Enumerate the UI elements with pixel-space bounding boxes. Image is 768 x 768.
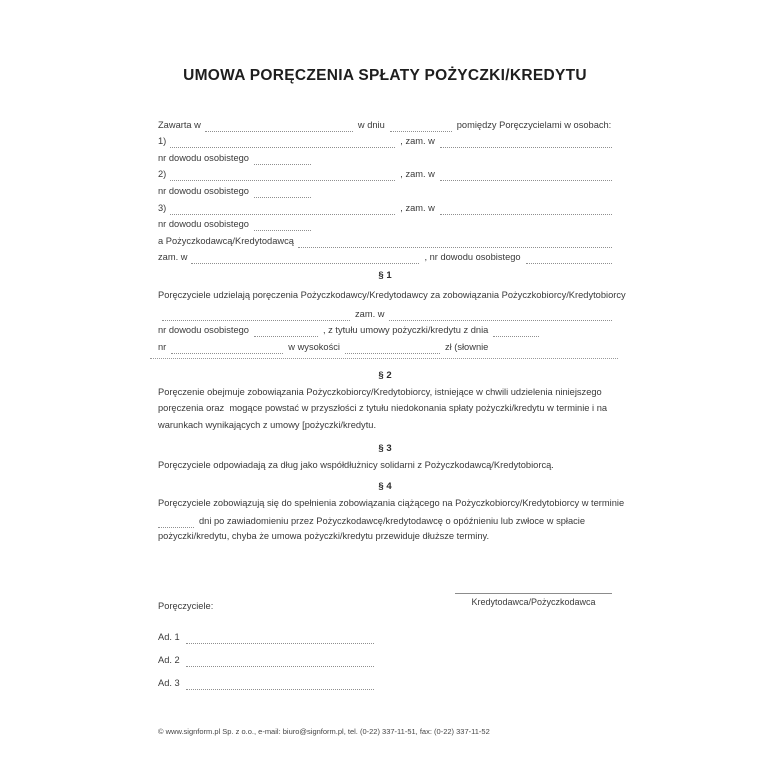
borrower-id-blank	[254, 324, 318, 337]
guarantor-signature-row	[158, 622, 612, 645]
section-1-amount-line	[158, 337, 612, 354]
party-2-id-blank	[254, 185, 311, 198]
party-3-id-blank	[254, 218, 311, 231]
party-1-id-blank	[254, 152, 311, 165]
party-2-id-label: nr dowodu osobistego	[158, 185, 249, 196]
borrower-name-blank	[162, 308, 350, 321]
party-1-id-label: nr dowodu osobistego	[158, 152, 249, 163]
date-label: w dniu	[357, 119, 385, 130]
party-2-zam-label: , zam. w	[400, 169, 435, 180]
section-2-text-line: Poręczenie obejmuje zobowiązania Pożyczkobiorcy/Kredytobiorcy, istniejące w chwili udzielenia niniejszego	[158, 386, 602, 397]
party-2-number: 2)	[158, 169, 167, 180]
ad-1-signature-blank	[186, 631, 374, 644]
party-2-name-blank	[170, 168, 395, 181]
lender-id-label: , nr dowodu osobistego	[424, 252, 521, 263]
party-2-line	[158, 165, 612, 182]
loan-number-label: nr	[158, 341, 167, 352]
party-1-zam-label: , zam. w	[400, 136, 435, 147]
guarantor-signature-list	[158, 622, 612, 690]
section-4-days-line	[158, 512, 612, 529]
document-content	[158, 0, 626, 690]
section-2-text-line: warunkach wynikających z umowy [pożyczki/kredytu.	[158, 419, 377, 430]
party-3-zam-label: , zam. w	[400, 202, 435, 213]
section-2-heading: § 2	[378, 369, 392, 381]
party-3-name-blank	[170, 202, 395, 215]
section-4-text-line: dni po zawiadomieniu przez Pożyczkodawcę/kredytodawcę o opóźnieniu lub zwłoce w spłacie	[199, 516, 586, 527]
party-3-number: 3)	[158, 202, 167, 213]
amount-blank	[345, 341, 440, 354]
party-1-number: 1)	[158, 136, 167, 147]
section-1-text-line: Poręczyciele udzielają poręczenia Pożyczkodawcy/Kredytodawcy za zobowiązania Pożyczkobiorcy/Kredytobiorcy	[158, 290, 626, 301]
guarantors-label: Poręczyciele:	[158, 600, 214, 611]
loan-number-blank	[171, 341, 283, 354]
party-2-id-line	[158, 181, 612, 198]
section-1-heading: § 1	[378, 270, 392, 282]
amount-words-blank	[150, 358, 618, 359]
section-2-text-line: poręczenia oraz mogące powstać w przyszłości z tytułu niedokonania spłaty pożyczki/kredytu w terminie i na	[158, 403, 608, 414]
lender-address-blank	[191, 251, 419, 264]
publisher-footer: © www.signform.pl Sp. z o.o., e-mail: biuro@signform.pl, tel. (0-22) 337-11-51, fax: (0-22) 337-11-52	[158, 727, 490, 736]
lender-name-blank	[298, 235, 612, 248]
ad-3-label: Ad. 3	[158, 677, 180, 688]
section-1-body	[158, 287, 626, 358]
party-3-address-blank	[440, 202, 612, 215]
place-blank	[205, 119, 353, 132]
lender-label: a Pożyczkodawcą/Kredytodawcą	[158, 235, 294, 246]
signature-row	[158, 593, 612, 611]
lender-id-blank	[526, 251, 612, 264]
lender-signature-block	[455, 593, 612, 607]
borrower-address-blank	[389, 308, 612, 321]
lender-address-line	[158, 248, 612, 265]
amount-label: w wysokości	[288, 341, 340, 352]
amount-words-label: zł (słownie	[444, 341, 489, 352]
document-title: UMOWA PORĘCZENIA SPŁATY POŻYCZKI/KREDYTU	[183, 67, 587, 84]
party-3-id-line	[158, 215, 612, 232]
intro-opening-line	[158, 115, 612, 132]
ad-2-signature-blank	[186, 654, 374, 667]
section-4-body	[158, 495, 625, 545]
intro-block	[158, 115, 612, 264]
section-3-text-line: Poręczyciele odpowiadają za dług jako współdłużnicy solidarni z Pożyczkodawcą/Kredytobiorcą.	[158, 459, 554, 470]
section-2-body	[158, 384, 612, 434]
party-1-line	[158, 132, 612, 149]
loan-date-blank	[493, 324, 539, 337]
section-1-id-line	[158, 321, 612, 338]
guarantor-signature-row	[158, 667, 612, 690]
lender-line	[158, 231, 612, 248]
section-4-heading: § 4	[378, 481, 392, 493]
borrower-id-label: nr dowodu osobistego	[158, 325, 249, 336]
between-label: pomiędzy Poręczycielami w osobach:	[456, 119, 612, 130]
party-1-name-blank	[170, 135, 395, 148]
lender-signature-label: Kredytodawca/Pożyczkodawca	[471, 596, 596, 607]
section-4-text-line: Poręczyciele zobowiązują się do spełnienia zobowiązania ciążącego na Pożyczkobiorcy/Kredytobiorcy w terminie	[158, 498, 625, 509]
ad-1-label: Ad. 1	[158, 632, 180, 643]
party-2-address-blank	[440, 168, 612, 181]
days-blank	[158, 515, 194, 528]
lender-zam-label: zam. w	[158, 252, 188, 263]
party-1-id-line	[158, 148, 612, 165]
borrower-zam-label: zam. w	[355, 308, 385, 319]
party-1-address-blank	[440, 135, 612, 148]
section-4-text-line: pożyczki/kredytu, chyba że umowa pożyczki/kredytu przewiduje dłuższe terminy.	[158, 531, 490, 542]
ad-3-signature-blank	[186, 677, 374, 690]
opening-label: Zawarta w	[158, 119, 201, 130]
party-3-id-label: nr dowodu osobistego	[158, 219, 249, 230]
section-1-borrower-line	[158, 304, 612, 321]
section-3-heading: § 3	[378, 442, 392, 454]
ad-2-label: Ad. 2	[158, 655, 180, 666]
date-blank	[390, 119, 452, 132]
party-3-line	[158, 198, 612, 215]
guarantor-signature-row	[158, 644, 612, 667]
loan-date-label: , z tytułu umowy pożyczki/kredytu z dnia	[322, 325, 489, 336]
